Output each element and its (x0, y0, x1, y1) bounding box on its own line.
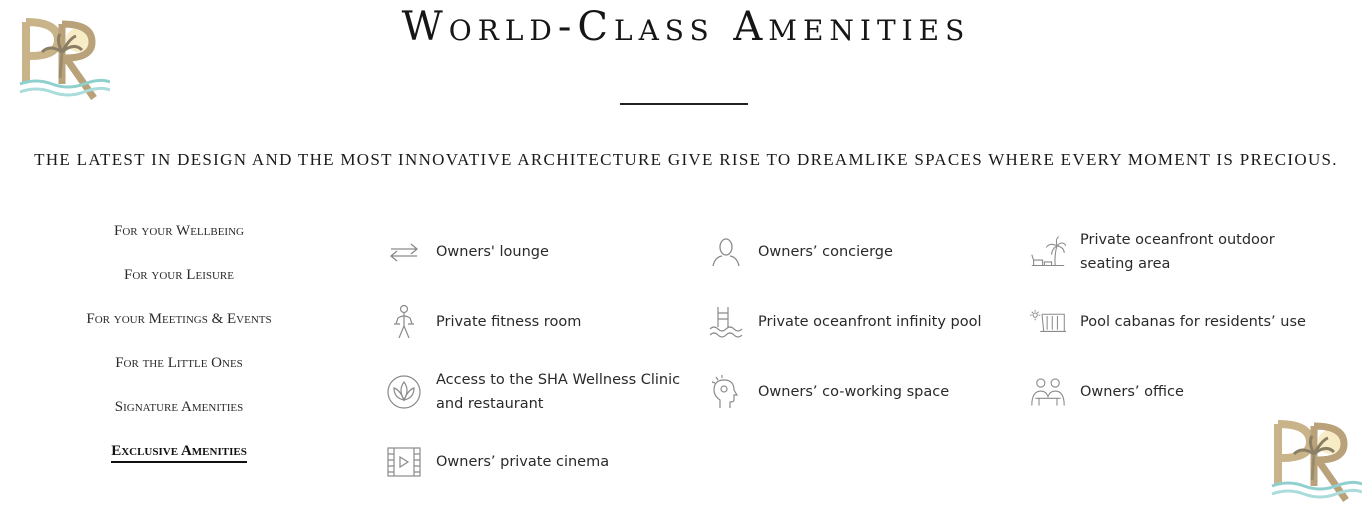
amenity-label: Owners’ office (1080, 384, 1184, 400)
amenity-item (1030, 304, 1330, 340)
amenity-item (708, 304, 1008, 340)
nav-item-signature-amenities[interactable] (80, 394, 278, 438)
lotus-icon (386, 374, 422, 410)
amenity-label: Pool cabanas for residents’ use (1080, 314, 1306, 330)
amenity-item (386, 304, 686, 340)
nav-item-label: Signature Amenities (114, 399, 244, 415)
person-icon (708, 234, 744, 270)
pool-icon (708, 304, 744, 340)
fitness-icon (386, 304, 422, 340)
brand-logo-watermark (1270, 420, 1362, 506)
nav-item-little-ones[interactable] (80, 350, 278, 394)
nav-item-wellbeing[interactable] (80, 218, 278, 262)
amenity-item (708, 374, 1008, 410)
head-idea-icon (708, 374, 744, 410)
nav-item-label: For your Leisure (124, 267, 234, 283)
nav-item-label: Exclusive Amenities (111, 443, 247, 463)
amenity-item (386, 444, 686, 480)
arrows-icon (386, 234, 422, 270)
amenity-label: Private oceanfront outdoor seating area (1080, 232, 1275, 272)
page-subtitle: THE LATEST IN DESIGN AND THE MOST INNOVATIVE ARCHITECTURE GIVE RISE TO DREAMLIKE SPACES WHERE EVERY MOMENT IS PRECIOUS. (34, 150, 1338, 169)
nav-item-label: For your Wellbeing (114, 223, 244, 239)
amenity-label: Owners' lounge (436, 244, 549, 260)
office-icon (1030, 374, 1066, 410)
nav-item-label: For the Little Ones (115, 355, 243, 371)
amenity-label: Private fitness room (436, 314, 582, 330)
amenity-item (386, 368, 686, 416)
nav-item-leisure[interactable] (80, 262, 278, 306)
amenity-item (386, 234, 686, 270)
palm-seating-icon (1030, 234, 1066, 270)
cabana-icon (1030, 304, 1066, 340)
nav-item-exclusive-amenities[interactable] (80, 438, 278, 482)
amenity-label: Owners’ concierge (758, 244, 893, 260)
amenity-label: Owners’ co-working space (758, 384, 950, 400)
title-divider (620, 103, 748, 105)
nav-item-label: For your Meetings & Events (86, 311, 272, 327)
film-icon (386, 444, 422, 480)
amenities-category-nav (80, 218, 278, 482)
amenity-item (1030, 228, 1330, 276)
amenity-label: Owners’ private cinema (436, 454, 610, 470)
amenity-label: Private oceanfront infinity pool (758, 314, 982, 330)
nav-item-meetings-events[interactable] (80, 306, 278, 350)
amenity-item (1030, 374, 1330, 410)
page-title: World-Class Amenities (401, 4, 971, 50)
amenity-item (708, 234, 1008, 270)
amenity-label: Access to the SHA Wellness Clinic and restaurant (436, 372, 681, 412)
